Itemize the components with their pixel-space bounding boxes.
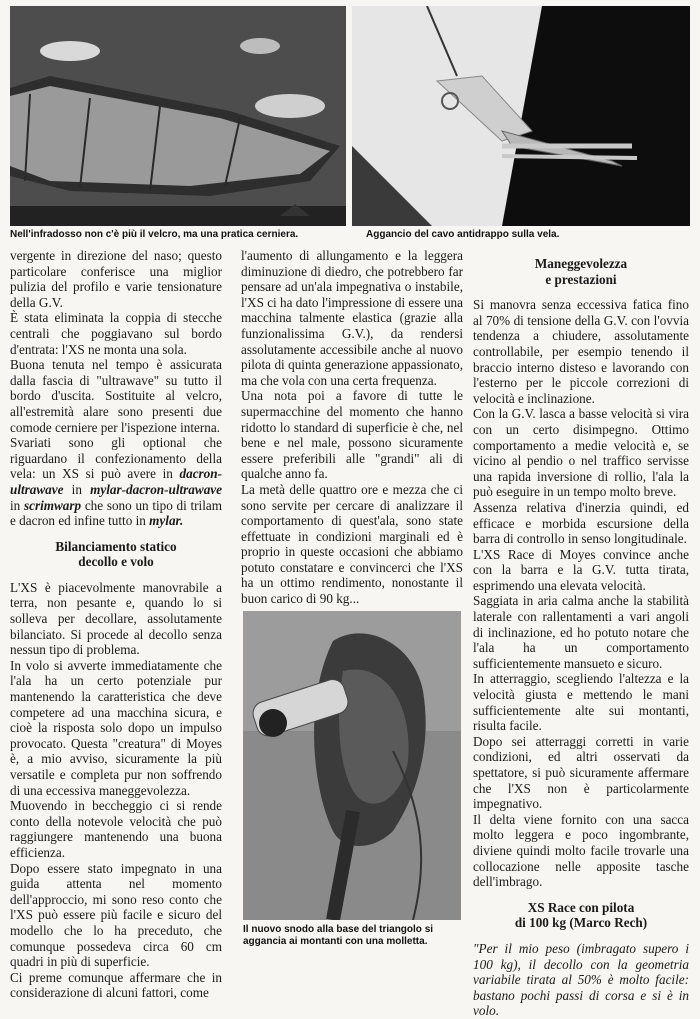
paragraph: Una nota poi a favore di tutte le supermacchine del momento che hanno ridotto lo standard di superficie è che, nel bene e nel male, possono sicuramente essere preferibili alle "grandi" ali di qualche anno fa. — [241, 388, 463, 482]
section-heading: Maneggevolezza e prestazioni — [534, 256, 628, 287]
section-heading: XS Race con pilota di 100 kg (Marco Rech) — [514, 899, 648, 931]
photo-triangle-joint — [243, 611, 461, 920]
paragraph: L'XS Race di Moyes convince anche con la barra e la G.V. tutta tirata, esprimendo una elevata velocità. — [473, 546, 689, 593]
section-heading: Bilanciamento statico decollo e volo — [55, 538, 177, 570]
paragraph: Il delta viene fornito con una sacca molto leggera e poco ingombrante, diviene quindi molto facile trovarle una collocazione nelle apposite tasche dell'imbrago. — [473, 811, 689, 890]
text-column-3 — [473, 256, 689, 1019]
paragraph: In volo si avverte immediatamente che l'ala ha un certo potenziale pur mantenendo la caratteristica che deve competere ad una macchina sicura, e cioè la risposta solo dopo un impulso provocato. Questa "creatura" di Moyes è, a mio avviso, sicuramente la più versatile e completa pur non soffrendo di una eccessiva maneggevolezza. — [10, 657, 222, 798]
paragraph: Saggiata in aria calma anche la stabilità laterale con rallentamenti a vari angoli di inclinazione, ed ho potuto notare che l'ala ha un comportamento sufficientemente mansueto e sicuro. — [473, 593, 689, 671]
quote-paragraph: "Per il mio peso (imbragato supero i 100 kg), il decollo con la geometria variabile tirata al 50% è molto facile: bastano pochi passi di corsa e si è in volo. — [473, 940, 689, 1019]
caption-cable-hook: Aggancio del cavo antidrappo sulla vela. — [366, 229, 560, 240]
paragraph: vergente in direzione del naso; questo particolare conferisce una miglior pulizia del profilo e varie tensionature della G.V. — [10, 248, 222, 310]
paragraph: La metà delle quattro ore e mezza che ci sono servite per cercare di analizzare il comportamento di quest'ala, sono state effettuate in condizioni marginali ed è proprio in queste occasioni che abbiamo potuto constatare e convincerci che l'XS ha un ottimo rendimento, nonostante il buon carico di 90 kg... — [241, 481, 463, 607]
paragraph: Muovendo in beccheggio ci si rende conto della notevole velocità che può raggiungere mantenendo una buona efficienza. — [10, 798, 222, 860]
paragraph: Con la G.V. lasca a basse velocità si vira con un certo disimpegno. Ottimo comportamento a medie velocità e, se vicino al pendio o nel traffico servisse una rapida inversione di rollio, l'ala la può eseguire in un tempo molto breve. — [473, 406, 689, 500]
paragraph: Assenza relativa d'inerzia quindi, ed efficace e morbida escursione della barra di controllo in senso longitudinale. — [473, 499, 689, 547]
paragraph: Dopo essere stato impegnato in una guida attenta nel momento dell'approccio, mi sono reso conto che l'XS può essere più facile e sicuro del modello che lo ha preceduto, che comunque possedeva circa 60 cm quadri in più di superficie. — [10, 860, 222, 970]
photo-wing-underside — [10, 6, 346, 226]
paragraph: Ci preme comunque affermare che in considerazione di alcuni fattori, come — [10, 969, 222, 1001]
paragraph: Buona tenuta nel tempo è assicurata dalla fascia di "ultrawave" su tutto il bordo d'uscita. Sostituite al velcro, all'estremità alare sono presenti due comode cerniere per l'ispezione interna. — [10, 357, 222, 435]
caption-wing-underside: Nell'infradosso non c'è più il velcro, ma una pratica cerniera. — [10, 229, 299, 240]
paragraph: È stata eliminata la coppia di stecche centrali che poggiavano sul bordo d'entrata: l'XS ne monta una sola. — [10, 310, 222, 357]
photo-cable-hook — [352, 6, 690, 226]
text-column-2 — [241, 248, 463, 607]
paragraph: Svariati sono gli optional che riguardano il confezionamento della vela: un XS si può avere in dacron-ultrawave in mylar-dacron-ultrawave in scrimwarp che sono un tipo di trilam e dacron ed infine tutto in mylar. — [10, 435, 222, 529]
caption-triangle-joint: Il nuovo snodo alla base del triangolo si aggancia ai montanti con una molletta. — [243, 924, 434, 947]
paragraph: Dopo sei atterraggi corretti in varie condizioni, ed altri osservati da spettatore, si può sicuramente affermare che l'XS non è particolarmente impegnativo. — [473, 733, 689, 812]
paragraph: L'XS è piacevolmente manovrabile a terra, non pesante e, quando lo si solleva per decollare, assolutamente bilanciato. Si procede al decollo senza nessun tipo di problema. — [10, 579, 222, 658]
paragraph: Si manovra senza eccessiva fatica fino al 70% di tensione della G.V. con l'ovvia tendenza a chiudere, assolutamente controllabile, per esempio tenendo il braccio interno disteso e lavorando con l'esterno per le piccole correzioni di velocità e inclinazione. — [473, 297, 689, 406]
text-column-1 — [10, 248, 222, 1001]
paragraph: l'aumento di allungamento e la leggera diminuzione di diedro, che potrebbero far pensare ad un'ala impegnativa o instabile, l'XS ci ha dato l'impressione di essere una macchina talmente elastica (grazie alla funzionalissima G.V.), da rendersi assolutamente accessibile anche al nuovo pilota di quinta generazione appassionato, ma che vola con una certa frequenza. — [241, 248, 463, 388]
paragraph: In atterraggio, scegliendo l'altezza e la velocità giusta e mettendo le mani sufficientemente alte sui montanti, risulta facile. — [473, 671, 689, 734]
